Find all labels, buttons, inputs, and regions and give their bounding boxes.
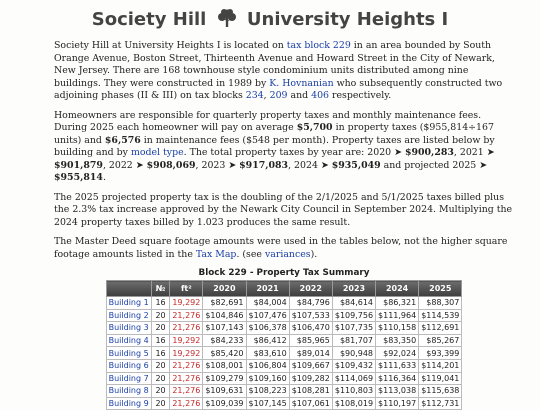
tax-cell: $113,038	[376, 385, 419, 398]
tax-cell: $109,667	[289, 359, 332, 372]
tax-block-229-link[interactable]: tax block 229	[286, 40, 351, 51]
text: Homeowners are responsible for quarterly property taxes and monthly maintenance fees. During 2025 each homeowner will pay on average	[54, 109, 482, 133]
tax-cell: $84,614	[332, 297, 375, 310]
unit-count-cell: 16	[151, 347, 170, 360]
tax-2025: $955,814	[54, 172, 103, 183]
tax-2020: $900,283	[404, 147, 454, 158]
square-feet-cell: 21,276	[170, 385, 203, 398]
tax-cell: $109,432	[332, 359, 375, 372]
title-right: University Heights I	[246, 9, 449, 30]
text: Society Hill at University Heights I is located on	[54, 40, 287, 51]
unit-count-cell: 20	[151, 359, 170, 372]
model-type-link[interactable]: model type	[130, 147, 184, 158]
taxes-paragraph	[54, 110, 514, 185]
table-row	[106, 322, 462, 335]
page-title	[0, 8, 540, 30]
text: and	[287, 90, 312, 101]
unit-count-cell: 20	[151, 309, 170, 322]
table-row	[106, 347, 462, 360]
tax-cell: $106,470	[289, 322, 332, 335]
square-feet-cell: 21,276	[170, 359, 203, 372]
tax-cell: $85,267	[419, 334, 462, 347]
column-header: 2021	[246, 281, 289, 297]
table-row	[106, 309, 462, 322]
tax-cell: $85,420	[203, 347, 246, 360]
hovnanian-link[interactable]: K. Hovnanian	[269, 77, 334, 89]
tax-cell: $84,796	[289, 297, 332, 310]
unit-count-cell: 20	[151, 385, 170, 398]
tax-2023: $917,083	[239, 159, 289, 171]
tax-cell: $107,143	[203, 322, 246, 335]
tax-cell: $81,707	[332, 334, 375, 347]
building-link[interactable]: Building 1	[106, 297, 151, 310]
text: . The total property taxes by year are: 2020 ➤	[183, 147, 405, 158]
column-header: ft²	[170, 281, 203, 297]
square-feet-cell: 21,276	[170, 322, 203, 335]
table-row	[106, 359, 462, 372]
text: , 2021 ➤	[453, 147, 495, 158]
tax-cell: $104,846	[203, 309, 246, 322]
tax-cell: $114,201	[419, 359, 462, 372]
tax-cell: $107,735	[332, 322, 375, 335]
building-link[interactable]: Building 2	[106, 309, 151, 322]
title-left: Society Hill	[91, 9, 207, 30]
column-header: 2020	[203, 281, 246, 297]
table-row	[106, 385, 462, 398]
tax-cell: $89,014	[289, 347, 332, 360]
tax-cell: $109,631	[203, 385, 246, 398]
column-header: №	[151, 281, 170, 297]
tax-cell: $110,803	[332, 385, 375, 398]
tax-cell: $115,638	[419, 385, 462, 398]
block-209-link[interactable]: 209	[269, 90, 288, 101]
square-feet-cell: 19,292	[170, 297, 203, 310]
text: .	[102, 172, 106, 183]
tax-cell: $106,378	[246, 322, 289, 335]
text: ,	[263, 90, 270, 101]
column-header: 2022	[289, 281, 332, 297]
tree-icon	[216, 8, 238, 28]
tax-cell: $114,069	[332, 372, 375, 385]
tax-cell: $82,691	[203, 297, 246, 310]
block-234-link[interactable]: 234	[245, 90, 264, 101]
tax-cell: $109,279	[203, 372, 246, 385]
square-feet-cell: 19,292	[170, 334, 203, 347]
tax-cell: $110,158	[376, 322, 419, 335]
tax-cell: $83,350	[376, 334, 419, 347]
tax-cell: $109,282	[289, 372, 332, 385]
square-feet-cell: 21,276	[170, 372, 203, 385]
text: The Master Deed square footage amounts were used in the tables below, not the higher square footage amounts listed in the	[54, 236, 508, 260]
building-link[interactable]: Building 7	[106, 372, 151, 385]
building-link[interactable]: Building 4	[106, 334, 151, 347]
tax-cell: $107,061	[289, 397, 332, 410]
table-body	[106, 297, 462, 410]
tax-cell: $112,731	[419, 397, 462, 410]
intro-paragraph	[54, 40, 514, 103]
property-tax-table	[106, 280, 463, 410]
building-link[interactable]: Building 6	[106, 359, 151, 372]
unit-count-cell: 16	[151, 334, 170, 347]
tax-cell: $111,964	[376, 309, 419, 322]
tax-cell: $109,039	[203, 397, 246, 410]
tax-cell: $107,533	[289, 309, 332, 322]
tax-cell: $109,160	[246, 372, 289, 385]
tax-2021: $901,879	[54, 159, 103, 171]
tax-cell: $93,399	[419, 347, 462, 360]
text: . (see	[236, 248, 265, 260]
text: , 2022 ➤	[102, 159, 147, 171]
tax-map-link[interactable]: Tax Map	[195, 248, 237, 260]
tax-2024: $935,049	[331, 159, 381, 171]
tax-cell: $108,281	[289, 385, 332, 398]
tax-cell: $108,223	[246, 385, 289, 398]
square-feet-cell: 21,276	[170, 309, 203, 322]
tax-cell: $86,412	[246, 334, 289, 347]
tax-cell: $92,024	[376, 347, 419, 360]
column-header: 2023	[332, 281, 375, 297]
text: , 2024 ➤	[288, 159, 332, 171]
text: , 2023 ➤	[195, 159, 240, 171]
tax-cell: $111,633	[376, 359, 419, 372]
tax-cell: $84,233	[203, 334, 246, 347]
text: who subsequently constructed two adjoining phases (II & III) on tax blocks	[54, 77, 503, 101]
main-content	[54, 40, 514, 410]
tax-cell: $110,197	[376, 397, 419, 410]
text: in property taxes ($955,814÷167 units) and	[54, 122, 494, 146]
building-link[interactable]: Building 8	[106, 385, 151, 398]
text: in an area bounded by South Orange Avenue, Boston Street, Thirteenth Avenue and Howard Street in the City of Newark, New Jersey. There are 168 townhouse style condominium units distributed among nine buildings. They were constructed in 1989 by	[54, 40, 495, 89]
tax-cell: $107,476	[246, 309, 289, 322]
text: in maintenance fees ($548 per month). Property taxes are listed below by building and by	[54, 134, 495, 158]
unit-count-cell: 20	[151, 322, 170, 335]
text: and projected 2025 ➤	[380, 159, 488, 171]
column-header: 2025	[419, 281, 462, 297]
square-feet-cell: 21,276	[170, 397, 203, 410]
tax-cell: $119,041	[419, 372, 462, 385]
unit-count-cell: 20	[151, 372, 170, 385]
column-header	[106, 281, 151, 297]
tax-2022: $908,069	[146, 159, 196, 171]
building-link[interactable]: Building 3	[106, 322, 151, 335]
tax-cell: $116,364	[376, 372, 419, 385]
tax-cell: $88,307	[419, 297, 462, 310]
table-row	[106, 297, 462, 310]
avg-tax: $5,700	[296, 122, 333, 133]
text: respectively.	[329, 90, 392, 101]
table-caption: Block 229 - Property Tax Summary	[198, 268, 370, 278]
block-406-link[interactable]: 406	[311, 90, 330, 101]
building-link[interactable]: Building 9	[106, 397, 151, 410]
tax-cell: $106,804	[246, 359, 289, 372]
square-feet-cell: 19,292	[170, 347, 203, 360]
projection-paragraph: The 2025 projected property tax is the doubling of the 2/1/2025 and 5/1/2025 taxes billed plus the 2.3% tax increase approved by the Newark City Council in September 2024. Multiplying the 2024 property taxes billed by 1.023 produces the same result.	[54, 191, 513, 228]
table-header-row	[106, 281, 462, 297]
tax-cell: $107,145	[246, 397, 289, 410]
variances-link[interactable]: variances	[264, 248, 311, 260]
tax-cell: $84,004	[246, 297, 289, 310]
tax-cell: $86,321	[376, 297, 419, 310]
tax-cell: $83,610	[246, 347, 289, 360]
tax-cell: $109,756	[332, 309, 375, 322]
tax-cell: $85,965	[289, 334, 332, 347]
building-link[interactable]: Building 5	[106, 347, 151, 360]
avg-maintenance: $6,576	[104, 134, 141, 146]
table-row	[106, 334, 462, 347]
column-header: 2024	[376, 281, 419, 297]
text: ).	[310, 248, 318, 260]
tax-cell: $108,019	[332, 397, 375, 410]
tax-cell: $114,539	[419, 309, 462, 322]
tax-cell: $108,001	[203, 359, 246, 372]
table-row	[106, 397, 462, 410]
square-footage-paragraph	[54, 236, 514, 261]
unit-count-cell: 16	[151, 297, 170, 310]
table-row	[106, 372, 462, 385]
tax-cell: $90,948	[332, 347, 375, 360]
tax-cell: $112,691	[419, 322, 462, 335]
unit-count-cell: 20	[151, 397, 170, 410]
